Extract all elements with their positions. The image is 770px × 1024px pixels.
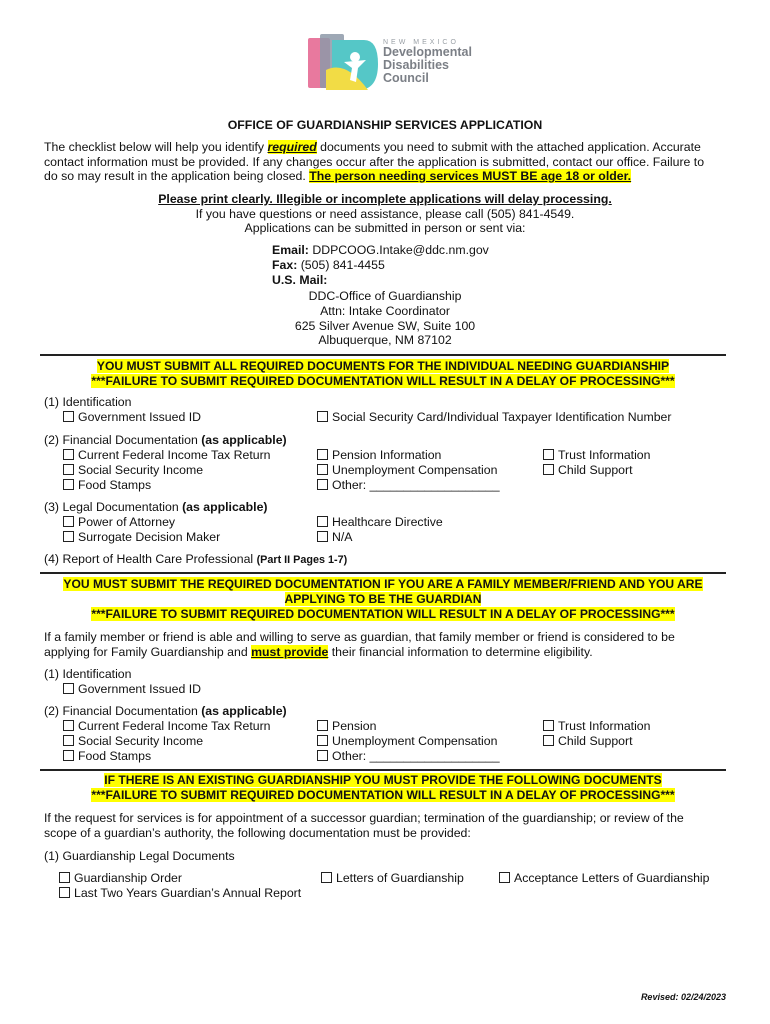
section1-fin-heading — [44, 433, 287, 448]
section1-banner-line-2: ***FAILURE TO SUBMIT REQUIRED DOCUMENTATION WILL RESULT IN A DELAY OF PROCESSING*** — [91, 374, 675, 388]
checkbox-item[interactable] — [317, 463, 497, 478]
checkbox-item[interactable] — [499, 871, 710, 886]
checkbox-item[interactable] — [543, 448, 651, 463]
checkbox-item[interactable] — [317, 478, 500, 493]
checkbox-item[interactable] — [63, 719, 271, 734]
checkbox-item[interactable] — [63, 734, 203, 749]
checkbox-item[interactable] — [317, 515, 443, 530]
checkbox-item[interactable] — [63, 515, 175, 530]
checkbox-label: Healthcare Directive — [332, 515, 443, 529]
checkbox[interactable] — [317, 531, 328, 542]
checkbox[interactable] — [321, 872, 332, 883]
address-line-4: Albuquerque, NM 87102 — [318, 333, 452, 347]
address-line-1: DDC-Office of Guardianship — [308, 289, 462, 303]
checkbox[interactable] — [59, 872, 70, 883]
checkbox-label: Current Federal Income Tax Return — [78, 719, 271, 733]
checkbox-label: Social Security Income — [78, 734, 204, 748]
checkbox[interactable] — [63, 735, 74, 746]
checkbox-item[interactable] — [59, 871, 182, 886]
checkbox-label: Surrogate Decision Maker — [78, 530, 221, 544]
checkbox[interactable] — [63, 683, 74, 694]
checkbox-item[interactable] — [63, 478, 151, 493]
fax-number: (505) 841-4455 — [297, 258, 385, 272]
checkbox-item[interactable] — [63, 448, 271, 463]
logo-line-2: Disabilities — [383, 58, 449, 72]
section3-banner-line-2: ***FAILURE TO SUBMIT REQUIRED DOCUMENTATION WILL RESULT IN A DELAY OF PROCESSING*** — [91, 788, 675, 802]
para-text: their financial information to determine eligibility. — [328, 645, 593, 659]
applicable-note: (as applicable) — [182, 500, 268, 514]
checkbox-item[interactable] — [63, 530, 220, 545]
checkbox-label: Government Issued ID — [78, 410, 202, 424]
intro-text: documents you need to submit with the attached application. Accurate — [316, 140, 701, 154]
checkbox-label: Other: ___________________ — [332, 749, 500, 763]
section-divider — [40, 354, 726, 356]
checkbox-item[interactable] — [59, 886, 301, 901]
checkbox-item[interactable] — [63, 410, 201, 425]
section1-report-line — [44, 552, 347, 568]
checkbox[interactable] — [63, 531, 74, 542]
checkbox-label: Government Issued ID — [78, 682, 202, 696]
checkbox-label: N/A — [332, 530, 353, 544]
checkbox-label: Social Security Income — [78, 463, 204, 477]
required-emphasis: required — [267, 140, 317, 154]
section3-banner — [40, 773, 726, 803]
submit-via-line: Applications can be submitted in person or sent via: — [244, 221, 526, 235]
logo-line-1: Developmental — [383, 45, 472, 59]
section2-banner-line-2: APPLYING TO BE THE GUARDIAN — [284, 592, 482, 606]
section3-para-line-1: If the request for services is for appointment of a successor guardian; termination of the guardianship; or review of the — [44, 811, 684, 825]
checkbox[interactable] — [317, 464, 328, 475]
checkbox[interactable] — [63, 516, 74, 527]
section3-para-line-2: scope of a guardian’s authority, the following documentation must be provided: — [44, 826, 471, 840]
checkbox-item[interactable] — [317, 719, 376, 734]
checkbox[interactable] — [63, 464, 74, 475]
checkbox-label: Food Stamps — [78, 478, 152, 492]
checkbox[interactable] — [317, 411, 328, 422]
section2-fin-heading — [44, 704, 287, 719]
checkbox-label: Letters of Guardianship — [336, 871, 464, 885]
applicable-note: (as applicable) — [201, 433, 287, 447]
email-line — [272, 243, 489, 258]
checkbox-label: Last Two Years Guardian’s Annual Report — [74, 886, 302, 900]
checkbox-label: Pension — [332, 719, 377, 733]
checkbox[interactable] — [543, 735, 554, 746]
email-label: Email: — [272, 243, 309, 257]
intro-line-2: contact information must be provided. If any changes occur after the application is submitted, contact our office. Failure to — [44, 155, 705, 169]
section2-banner-line-1: YOU MUST SUBMIT THE REQUIRED DOCUMENTATION IF YOU ARE A FAMILY MEMBER/FRIEND AND YOU ARE — [63, 577, 703, 591]
checkbox-label: Trust Information — [558, 719, 651, 733]
checkbox[interactable] — [543, 720, 554, 731]
checkbox-item[interactable] — [317, 749, 500, 764]
section1-banner — [40, 359, 726, 389]
checkbox-label: Trust Information — [558, 448, 651, 462]
checkbox[interactable] — [317, 720, 328, 731]
heading-text: (2) Financial Documentation — [44, 433, 202, 447]
para-text: applying for Family Guardianship and — [44, 645, 252, 659]
checkbox[interactable] — [63, 720, 74, 731]
section2-para-line-2 — [44, 645, 593, 660]
fax-label: Fax: — [272, 258, 298, 272]
checkbox[interactable] — [543, 464, 554, 475]
checkbox-item[interactable] — [317, 410, 671, 425]
heading-text: (3) Legal Documentation — [44, 500, 183, 514]
intro-text: do so may result in the application being closed. — [44, 169, 310, 183]
checkbox[interactable] — [63, 750, 74, 761]
intro-text: The checklist below will help you identify — [44, 140, 268, 154]
checkbox[interactable] — [317, 449, 328, 460]
document-title: OFFICE OF GUARDIANSHIP SERVICES APPLICATION — [227, 118, 543, 132]
checkbox[interactable] — [63, 449, 74, 460]
checkbox-label: Other: ___________________ — [332, 478, 500, 492]
report-text: (4) Report of Health Care Professional — [44, 552, 257, 566]
checkbox-label: Power of Attorney — [78, 515, 176, 529]
checkbox[interactable] — [63, 479, 74, 490]
section1-banner-line-1: YOU MUST SUBMIT ALL REQUIRED DOCUMENTS FOR THE INDIVIDUAL NEEDING GUARDIANSHIP — [96, 359, 670, 373]
section3-heading: (1) Guardianship Legal Documents — [44, 849, 235, 863]
checkbox-label: Current Federal Income Tax Return — [78, 448, 271, 462]
address-line-3: 625 Silver Avenue SW, Suite 100 — [294, 319, 476, 333]
checkbox[interactable] — [317, 479, 328, 490]
checkbox-item[interactable] — [317, 448, 441, 463]
section1-legal-heading — [44, 500, 268, 515]
checkbox-item[interactable] — [321, 871, 464, 886]
logo-name — [383, 46, 472, 85]
section-divider — [40, 769, 726, 771]
checkbox[interactable] — [317, 735, 328, 746]
age-requirement: The person needing services MUST BE age 18 or older. — [309, 169, 632, 183]
mail-label: U.S. Mail: — [272, 273, 328, 287]
checkbox[interactable] — [543, 449, 554, 460]
checkbox-item[interactable] — [63, 682, 201, 697]
checkbox-label: Unemployment Compensation — [332, 734, 498, 748]
checkbox-item[interactable] — [317, 734, 497, 749]
logo-line-3: Council — [383, 71, 429, 85]
email-address[interactable]: DDPCOOG.Intake@ddc.nm.gov — [308, 243, 489, 257]
assistance-line: If you have questions or need assistance, please call (505) 841-4549. — [195, 207, 575, 221]
checkbox-label: Food Stamps — [78, 749, 152, 763]
section1-id-heading: (1) Identification — [44, 395, 132, 409]
section2-banner — [40, 577, 726, 622]
must-provide-emphasis: must provide — [251, 645, 329, 659]
print-clearly-notice: Please print clearly. Illegible or incomplete applications will delay processing. — [158, 192, 612, 206]
section2-id-heading: (1) Identification — [44, 667, 132, 681]
checkbox-item[interactable] — [317, 530, 353, 545]
checkbox[interactable] — [499, 872, 510, 883]
checkbox[interactable] — [59, 887, 70, 898]
checkbox-item[interactable] — [63, 749, 151, 764]
applicable-note: (as applicable) — [201, 704, 287, 718]
section2-banner-line-3: ***FAILURE TO SUBMIT REQUIRED DOCUMENTATION WILL RESULT IN A DELAY OF PROCESSING*** — [91, 607, 675, 621]
checkbox-item[interactable] — [543, 734, 633, 749]
revised-date: Revised: 02/24/2023 — [640, 992, 726, 1002]
checkbox-item[interactable] — [543, 719, 651, 734]
intro-line-1 — [44, 140, 701, 155]
logo-state: NEW MEXICO — [383, 39, 459, 46]
section3-banner-line-1: IF THERE IS AN EXISTING GUARDIANSHIP YOU MUST PROVIDE THE FOLLOWING DOCUMENTS — [104, 773, 662, 787]
checkbox[interactable] — [63, 411, 74, 422]
checkbox-label: Child Support — [558, 463, 633, 477]
heading-text: (2) Financial Documentation — [44, 704, 202, 718]
checkbox-label: Pension Information — [332, 448, 442, 462]
section-divider — [40, 572, 726, 574]
fax-line — [272, 258, 385, 273]
checkbox-label: Guardianship Order — [74, 871, 182, 885]
checkbox-item[interactable] — [543, 463, 633, 478]
checkbox-label: Child Support — [558, 734, 633, 748]
checkbox-label: Acceptance Letters of Guardianship — [514, 871, 710, 885]
logo-figure-head — [350, 52, 360, 62]
checkbox-label: Unemployment Compensation — [332, 463, 498, 477]
intro-line-3 — [44, 169, 631, 184]
checkbox[interactable] — [317, 750, 328, 761]
checkbox[interactable] — [317, 516, 328, 527]
section2-para-line-1: If a family member or friend is able and willing to serve as guardian, that family member or friend is considered to be — [44, 630, 675, 644]
report-part: (Part II Pages 1-7) — [256, 554, 348, 566]
checkbox-label: Social Security Card/Individual Taxpayer Identification Number — [332, 410, 672, 424]
checkbox-item[interactable] — [63, 463, 203, 478]
address-line-2: Attn: Intake Coordinator — [320, 304, 450, 318]
